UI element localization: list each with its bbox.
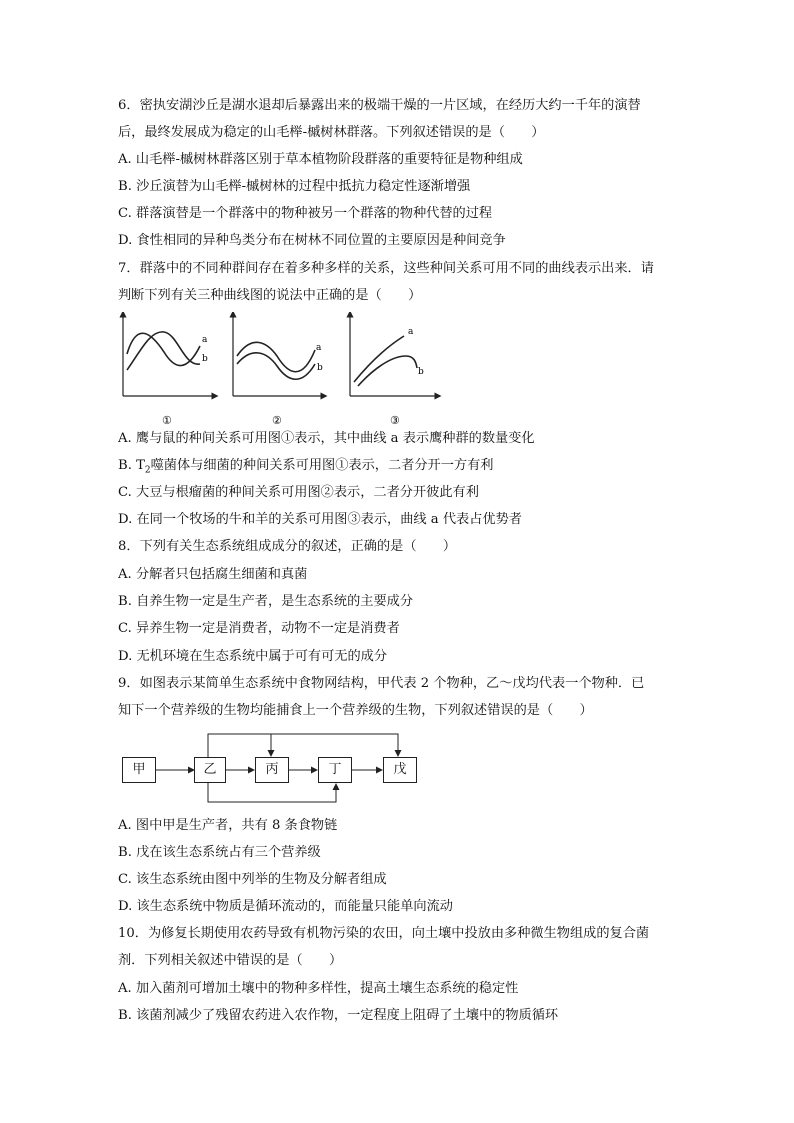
q7-option-a: A. 鹰与鼠的种间关系可用图①表示，其中曲线 a 表示鹰种群的数量变化 (118, 431, 535, 446)
q7-option-b: B. $T_2$噬菌体与细菌的种间关系可用图①表示，二者分开一方有利 (118, 458, 494, 476)
graph-3-curve-b (358, 356, 417, 386)
graph-3-label-b: b (418, 367, 424, 377)
q6-stem-line2: 后，最终发展成为稳定的山毛榉-槭树林群落。下列叙述错误的是（ ） (118, 125, 545, 140)
graph-2-curve-b (237, 353, 315, 379)
q6-option-a: A. 山毛榉-槭树林群落区别于草本植物阶段群落的重要特征是物种组成 (118, 152, 523, 167)
node-jia: 甲 (122, 757, 156, 783)
q9-stem-line2: 知下一个营养级的生物均能捕食上一个营养级的生物，下列叙述错误的是（ ） (118, 703, 593, 718)
q7-stem-line2: 判断下列有关三种曲线图的说法中正确的是（ ） (118, 288, 422, 303)
q7-curve-figures (112, 312, 442, 430)
q9-food-web-diagram (120, 730, 420, 808)
q7-option-c: C. 大豆与根瘤菌的种间关系可用图②表示，二者分开彼此有利 (118, 485, 479, 500)
q9-stem-line1: 9．如图表示某简单生态系统中食物网结构，甲代表 2 个物种，乙～戊均代表一个物种．已 (118, 676, 645, 691)
q8-stem: 8．下列有关生态系统组成成分的叙述，正确的是（ ） (118, 539, 457, 554)
q8-option-c: C. 异养生物一定是消费者，动物不一定是消费者 (118, 621, 400, 636)
graph-2 (233, 314, 324, 427)
node-bing: 丙 (255, 757, 289, 783)
graph-1 (123, 314, 215, 427)
node-ding: 丁 (318, 757, 352, 783)
node-wu: 戊 (383, 757, 417, 783)
q9-option-d: D. 该生态系统中物质是循环流动的，而能量只能单向流动 (118, 899, 453, 914)
q8-option-b: B. 自养生物一定是生产者，是生态系统的主要成分 (118, 594, 414, 609)
q7-stem-line1: 7．群落中的不同种群间存在着多种多样的关系，这些种间关系可用不同的曲线表示出来．请 (118, 261, 654, 276)
q9-option-b: B. 戊在该生态系统占有三个营养级 (118, 845, 321, 860)
q6-option-c: C. 群落演替是一个群落中的物种被另一个群落的物种代替的过程 (118, 206, 493, 221)
graph-1-caption: ① (162, 414, 172, 427)
graph-1-label-a: a (202, 335, 208, 345)
q10-option-b: B. 该菌剂减少了残留农药进入农作物，一定程度上阻碍了土壤中的物质循环 (118, 1008, 559, 1023)
node-yi: 乙 (194, 757, 226, 783)
graph-3 (350, 314, 438, 427)
q6-option-b: B. 沙丘演替为山毛榉-槭树林的过程中抵抗力稳定性逐渐增强 (118, 179, 471, 194)
q10-stem-line1: 10．为修复长期使用农药导致有机物污染的农田，向土壤中投放由多种微生物组成的复合菌 (118, 926, 650, 941)
q6-stem-line1: 6．密执安湖沙丘是湖水退却后暴露出来的极端干燥的一片区域，在经历大约一千年的演替 (118, 98, 641, 113)
graph-3-caption: ③ (390, 414, 400, 427)
q7-option-d: D. 在同一个牧场的牛和羊的关系可用图③表示，曲线 a 代表占优势者 (118, 512, 522, 527)
q10-stem-line2: 剂．下列相关叙述中错误的是（ ） (118, 953, 343, 968)
q8-option-a: A. 分解者只包括腐生细菌和真菌 (118, 567, 308, 582)
q6-option-d: D. 食性相同的异种鸟类分布在树林不同位置的主要原因是种间竞争 (118, 233, 506, 248)
q9-option-a: A. 图中甲是生产者，共有 8 条食物链 (118, 818, 338, 833)
graph-2-caption: ② (272, 414, 282, 427)
q10-option-a: A. 加入菌剂可增加土壤中的物种多样性，提高土壤生态系统的稳定性 (118, 981, 519, 996)
graph-3-label-a: a (408, 327, 414, 337)
graph-2-label-b: b (317, 363, 323, 373)
graph-2-label-a: a (316, 343, 322, 353)
q9-option-c: C. 该生态系统由图中列举的生物及分解者组成 (118, 872, 387, 887)
graph-3-curve-a (354, 336, 404, 382)
graph-1-label-b: b (202, 354, 208, 364)
q8-option-d: D. 无机环境在生态系统中属于可有可无的成分 (118, 649, 388, 664)
graph-2-curve-a (237, 342, 315, 371)
